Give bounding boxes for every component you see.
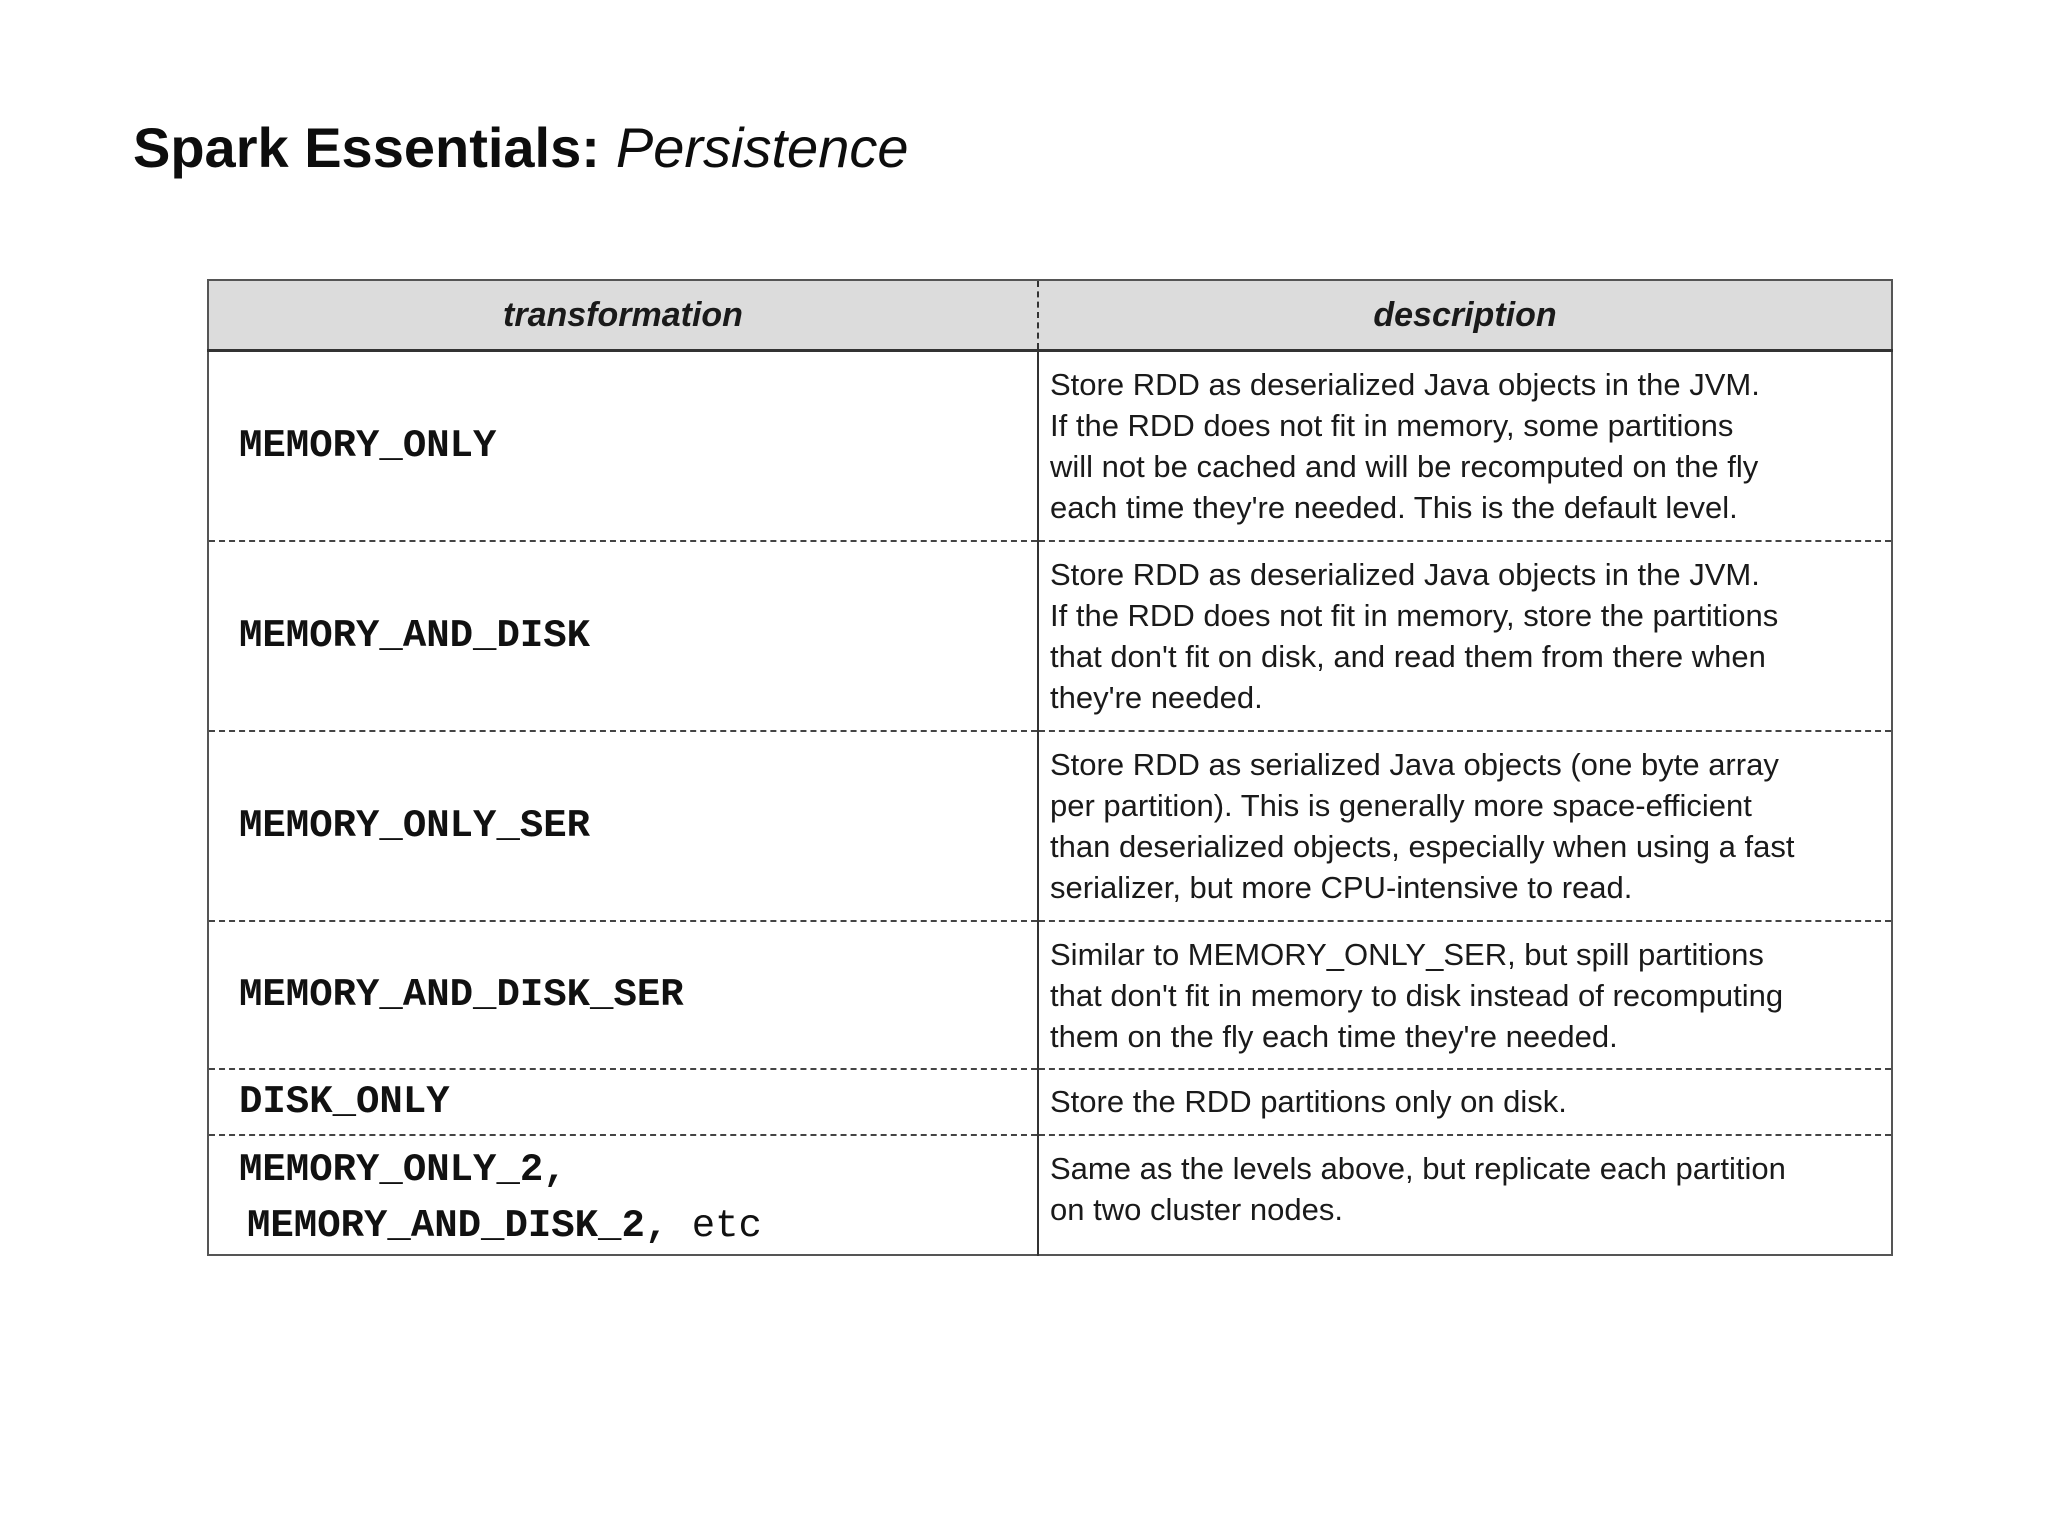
persistence-levels-table [207, 279, 1893, 1256]
table-header-row [208, 280, 1892, 351]
table-row [208, 1135, 1892, 1255]
slide-title-main: Spark Essentials: [133, 116, 600, 179]
description-line: Same as the levels above, but replicate each partition [1050, 1150, 1786, 1186]
storage-level-line: MEMORY_ONLY_2, [239, 1147, 567, 1192]
slide-title [133, 112, 908, 184]
description-line: If the RDD does not fit in memory, some partitions [1050, 408, 1734, 443]
slide-title-subtitle: Persistence [615, 116, 909, 179]
description-line: serializer, but more CPU-intensive to read. [1050, 869, 1633, 905]
table-row [208, 541, 1892, 731]
table-row [208, 731, 1892, 921]
description-line: that don't fit in memory to disk instead of recomputing [1050, 977, 1784, 1013]
description-line: Similar to MEMORY_ONLY_SER, but spill partitions [1050, 936, 1764, 972]
description-line: on two cluster nodes. [1050, 1191, 1343, 1227]
storage-level-name: MEMORY_AND_DISK [208, 541, 1038, 731]
description-line: Store RDD as serialized Java objects (one byte array [1050, 746, 1779, 782]
description-line: each time they're needed. This is the default level. [1050, 490, 1738, 525]
storage-level-description [1038, 1135, 1892, 1255]
storage-level-name: DISK_ONLY [208, 1069, 1038, 1135]
storage-level-line-name: MEMORY_AND_DISK_2, [247, 1203, 669, 1248]
storage-level-name: MEMORY_ONLY_SER [208, 731, 1038, 921]
table-row [208, 1069, 1892, 1135]
description-line: Store the RDD partitions only on disk. [1050, 1084, 1567, 1119]
storage-level-description [1038, 731, 1892, 921]
storage-level-description [1038, 541, 1892, 731]
description-line: them on the fly each time they're needed. [1050, 1018, 1618, 1054]
table-row [208, 921, 1892, 1069]
description-line: they're needed. [1050, 679, 1263, 715]
storage-level-etc: etc [691, 1203, 762, 1248]
description-line: that don't fit on disk, and read them from there when [1050, 638, 1766, 674]
table-row [208, 351, 1892, 541]
description-line: per partition). This is generally more space-efficient [1050, 787, 1752, 823]
storage-level-description [1038, 351, 1892, 541]
storage-level-description [1038, 1069, 1892, 1135]
description-line: than deserialized objects, especially when using a fast [1050, 828, 1795, 864]
description-line: will not be cached and will be recomputed on the fly [1050, 449, 1759, 484]
description-line: If the RDD does not fit in memory, store the partitions [1050, 597, 1779, 633]
description-line: Store RDD as deserialized Java objects in the JVM. [1050, 367, 1760, 402]
storage-level-name [208, 1135, 1038, 1255]
storage-level-name: MEMORY_ONLY [208, 351, 1038, 541]
column-header-description: description [1038, 280, 1892, 351]
storage-level-description [1038, 921, 1892, 1069]
storage-level-line [239, 1198, 1037, 1254]
storage-level-name: MEMORY_AND_DISK_SER [208, 921, 1038, 1069]
column-header-transformation: transformation [208, 280, 1038, 351]
description-line: Store RDD as deserialized Java objects in the JVM. [1050, 556, 1760, 592]
